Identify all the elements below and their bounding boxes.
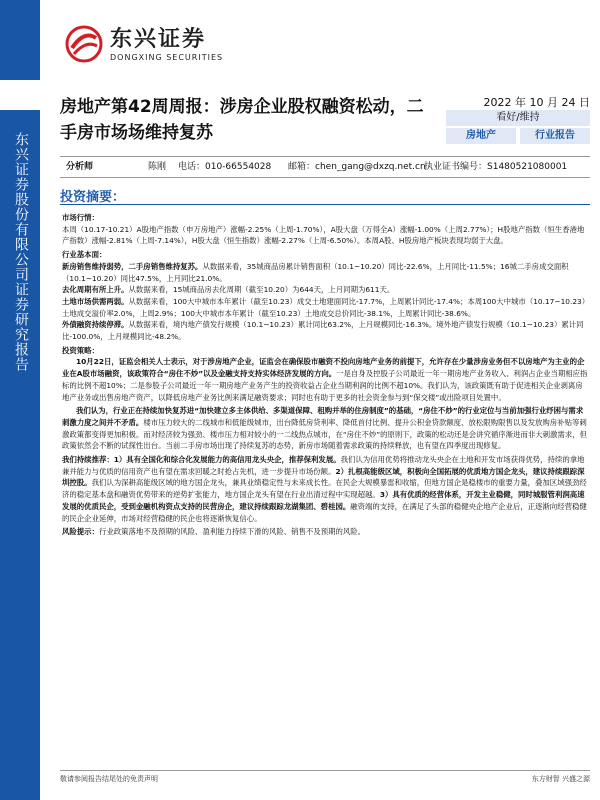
- analyst-email[interactable]: 邮箱：chen_gang@dxzq.net.cn: [288, 162, 426, 172]
- brand-name-cn: 东兴证券: [110, 26, 207, 52]
- strategy-p3-lead3: 3）具有优质的经营体系，开发主业稳健，同时城服管利润高速发展的优质民企，受到金融机构资点支持的民营房企，建议持续跟踪龙湖集团、碧桂园。: [62, 490, 585, 511]
- sales-paragraph: [62, 261, 590, 284]
- strategy-paragraph-1: [62, 356, 590, 403]
- brand-logo: [64, 24, 223, 64]
- land-paragraph: [62, 296, 590, 319]
- stock-lead: 去化周期有所上升。: [62, 285, 129, 295]
- sector-tag: 房地产: [446, 128, 516, 144]
- fundamentals-heading: 行业基本面：: [62, 250, 107, 260]
- risk-paragraph: [62, 526, 590, 538]
- report-title: 房地产第42周周报：涉房企业股权融资松动，二手房市场场维持复苏: [60, 97, 424, 143]
- report-date: 2022 年 10 月 24 日: [483, 96, 590, 109]
- analyst-info-bar: [60, 156, 590, 178]
- analyst-name: 陈刚: [148, 162, 167, 172]
- strategy-p3-text1: 我们认为信用优势将推动龙头央企在土地和开发市场获得优势，持续的拿地兼并能力与优质的信用资产也有望在需求回暖之时抢占先机，进一步提升市场份额。: [62, 455, 585, 476]
- sidebar-top-band: [0, 0, 53, 80]
- sidebar-main-label: 东兴证券股份有限公司证券研究报告: [13, 132, 29, 372]
- summary-body: [62, 212, 590, 538]
- brand-name-en: DONGXING SECURITIES: [110, 52, 224, 62]
- stock-paragraph: [62, 284, 590, 296]
- market-text: 本周（10.17-10.21）A股地产指数（申万房地产）涨幅-2.25%（上周-1.70%），A股大盘（万得全A）涨幅-1.00%（上周2.77%）；H股地产指数（恒生香港地产指数）涨幅-2.81%（上周-7.14%），H股大盘（恒生指数）涨幅-2.27%（上周-6.50%）。本周A股、H股房地产板块表现均弱于大盘。: [62, 224, 585, 246]
- strategy-p3-text2: 我们认为深耕高能级区域的地方国企龙头，兼具业绩稳定性与未来成长性。在民企大规模暴雷和收缩，但地方国企是稳楼市的重要力量，叠加区域强劲经济的稳定基本盘和融资优势带来的逆势扩张能力，地方国企龙头有望在行业出清过程中实现超越。: [62, 478, 587, 500]
- strategy-heading: 投资策略：: [62, 345, 99, 355]
- risk-text: 行业政策落地不及预期的风险、盈利能力持续下滑的风险、销售不及预期的风险。: [98, 527, 366, 537]
- dongxing-logo-icon: [64, 24, 104, 64]
- strategy-p1-lead: 10月22日，证监会相关人士表示，对于涉房地产企业，证监会在确保股市融资不投向房地产业务的前提下，允许存在少量涉房业务但不以房地产为主业的企业在A股市场融资，该政策符合“房住不炒”以及金融支持支持实体经济发展的方向。: [62, 357, 585, 379]
- report-type-tag: 行业报告: [520, 128, 590, 144]
- finance-lead: 外债融资持续停滞。: [62, 320, 129, 330]
- risk-heading: 风险提示：: [62, 527, 99, 537]
- sales-text: 从数据来看，35城商品房累计销售面积（10.1~10.20）同比-22.6%，上月同比-11.5%；16城二手房成交面积（10.1~10.20）同比47.5%，上月同比21.0%。: [62, 261, 569, 283]
- sidebar-main-band: [0, 110, 40, 800]
- footer-slogan: 东方财智 兴盛之源: [531, 775, 590, 783]
- analyst-role: 分析师: [66, 162, 94, 172]
- strategy-paragraph-2: [62, 405, 590, 452]
- market-heading: 市场行情：: [62, 213, 99, 222]
- analyst-phone: 电话：010-66554028: [178, 162, 272, 172]
- summary-divider: [60, 204, 590, 205]
- strategy-p3-text3: 融资端的支持，在满足了头部的稳健央企地产企业后，正逐渐向经营稳健的民企企业延伸，市场对经营稳健的民企也将逐渐恢复信心。: [62, 501, 587, 523]
- land-text: 从数据来看，100大中城市本年累计（截至10.23）成交土地建面同比-17.7%，上周累计同比-17.4%；本周100大中城市（10.17~10.23）土地成交溢价率2.0%，上周2.9%；100大中城市本年累计（截至10.23）土地成交总价同比-38.1%，上周累计同比-38.6%。: [62, 296, 590, 318]
- strategy-p2-lead: 我们认为，行业正在持续加快复苏进“加快建立多主体供给、多渠道保障、租购并举的住房制度”的基础，“房住不炒”的行业定位与当前加强行业纾困与需求刺激力度之间并不矛盾。: [62, 406, 584, 427]
- rating-badge: 看好/维持: [446, 110, 590, 126]
- footer-divider: [60, 770, 590, 771]
- footer-disclaimer: 敬请参阅报告结尾处的免责声明: [60, 775, 158, 783]
- strategy-p3-lead: 我们持续推荐：1）具有全国化和综合化发展能力的高信用龙头央企，推荐保利发展。: [62, 455, 341, 465]
- sidebar-top-label: 行业研究: [38, 6, 53, 58]
- land-lead: 土地市场供需两弱。: [62, 296, 129, 306]
- strategy-p2-text: 楼市压力较大的二线城市和低能级城市，出台降低房贷利率、降低首付比例、提升公积金贷款额度、放松限购限售以及发放购房补贴等刺激政策都变得更加积极。而对经济较为强劲、楼市压力相对较小的一二线热点城市，在“房住不炒”的原则下，政策的松动还是会讲究循序渐进而非大刺激需求，但政策依然会不断的试探性出台。当前二手房市场出现了持续复苏的态势，新房市场随着需求政策的持续释放，也有望在四季度出现修复。: [62, 417, 588, 451]
- sales-lead: 新房销售维持弱势，二手房销售维持复苏。: [62, 261, 203, 271]
- strategy-p3-lead2: 2）扎根高能级区域，积极向全国拓展的优质地方国企龙头，建议持续跟踪深圳控股。: [62, 466, 585, 488]
- stock-text: 从数据来看，15城商品房去化周期（截至10.20）为644天，上月同期为611天。: [128, 285, 395, 295]
- strategy-paragraph-3: [62, 454, 590, 524]
- finance-text: 从数据来看，境内地产债发行规模（10.1~10.23）累计同比63.2%，上月规模同比-16.3%。境外地产债发行规模（10.1~10.23）累计同比-100.0%，上月规模同比-48.2%。: [62, 320, 584, 342]
- summary-heading: 投资摘要：: [60, 190, 126, 205]
- analyst-license: 执业证书编号：S1480521080001: [424, 162, 568, 172]
- finance-paragraph: [62, 319, 590, 342]
- strategy-p1-text: 一是自身及控股子公司最近一年一期房地产业务收入、利润占企业当期相应指标的比例不超10%；二是参股子公司最近一年一期房地产业务产生的投资收益占企业当期利润的比例不超10%。我们认为，该政策既有助于促进相关企业剥离房地产业务或出售房地产资产，以降低房地产业务比例来满足融资要求；同时也有助于更多的社会资金参与到“保交楼”或出险项目处置中。: [62, 369, 588, 402]
